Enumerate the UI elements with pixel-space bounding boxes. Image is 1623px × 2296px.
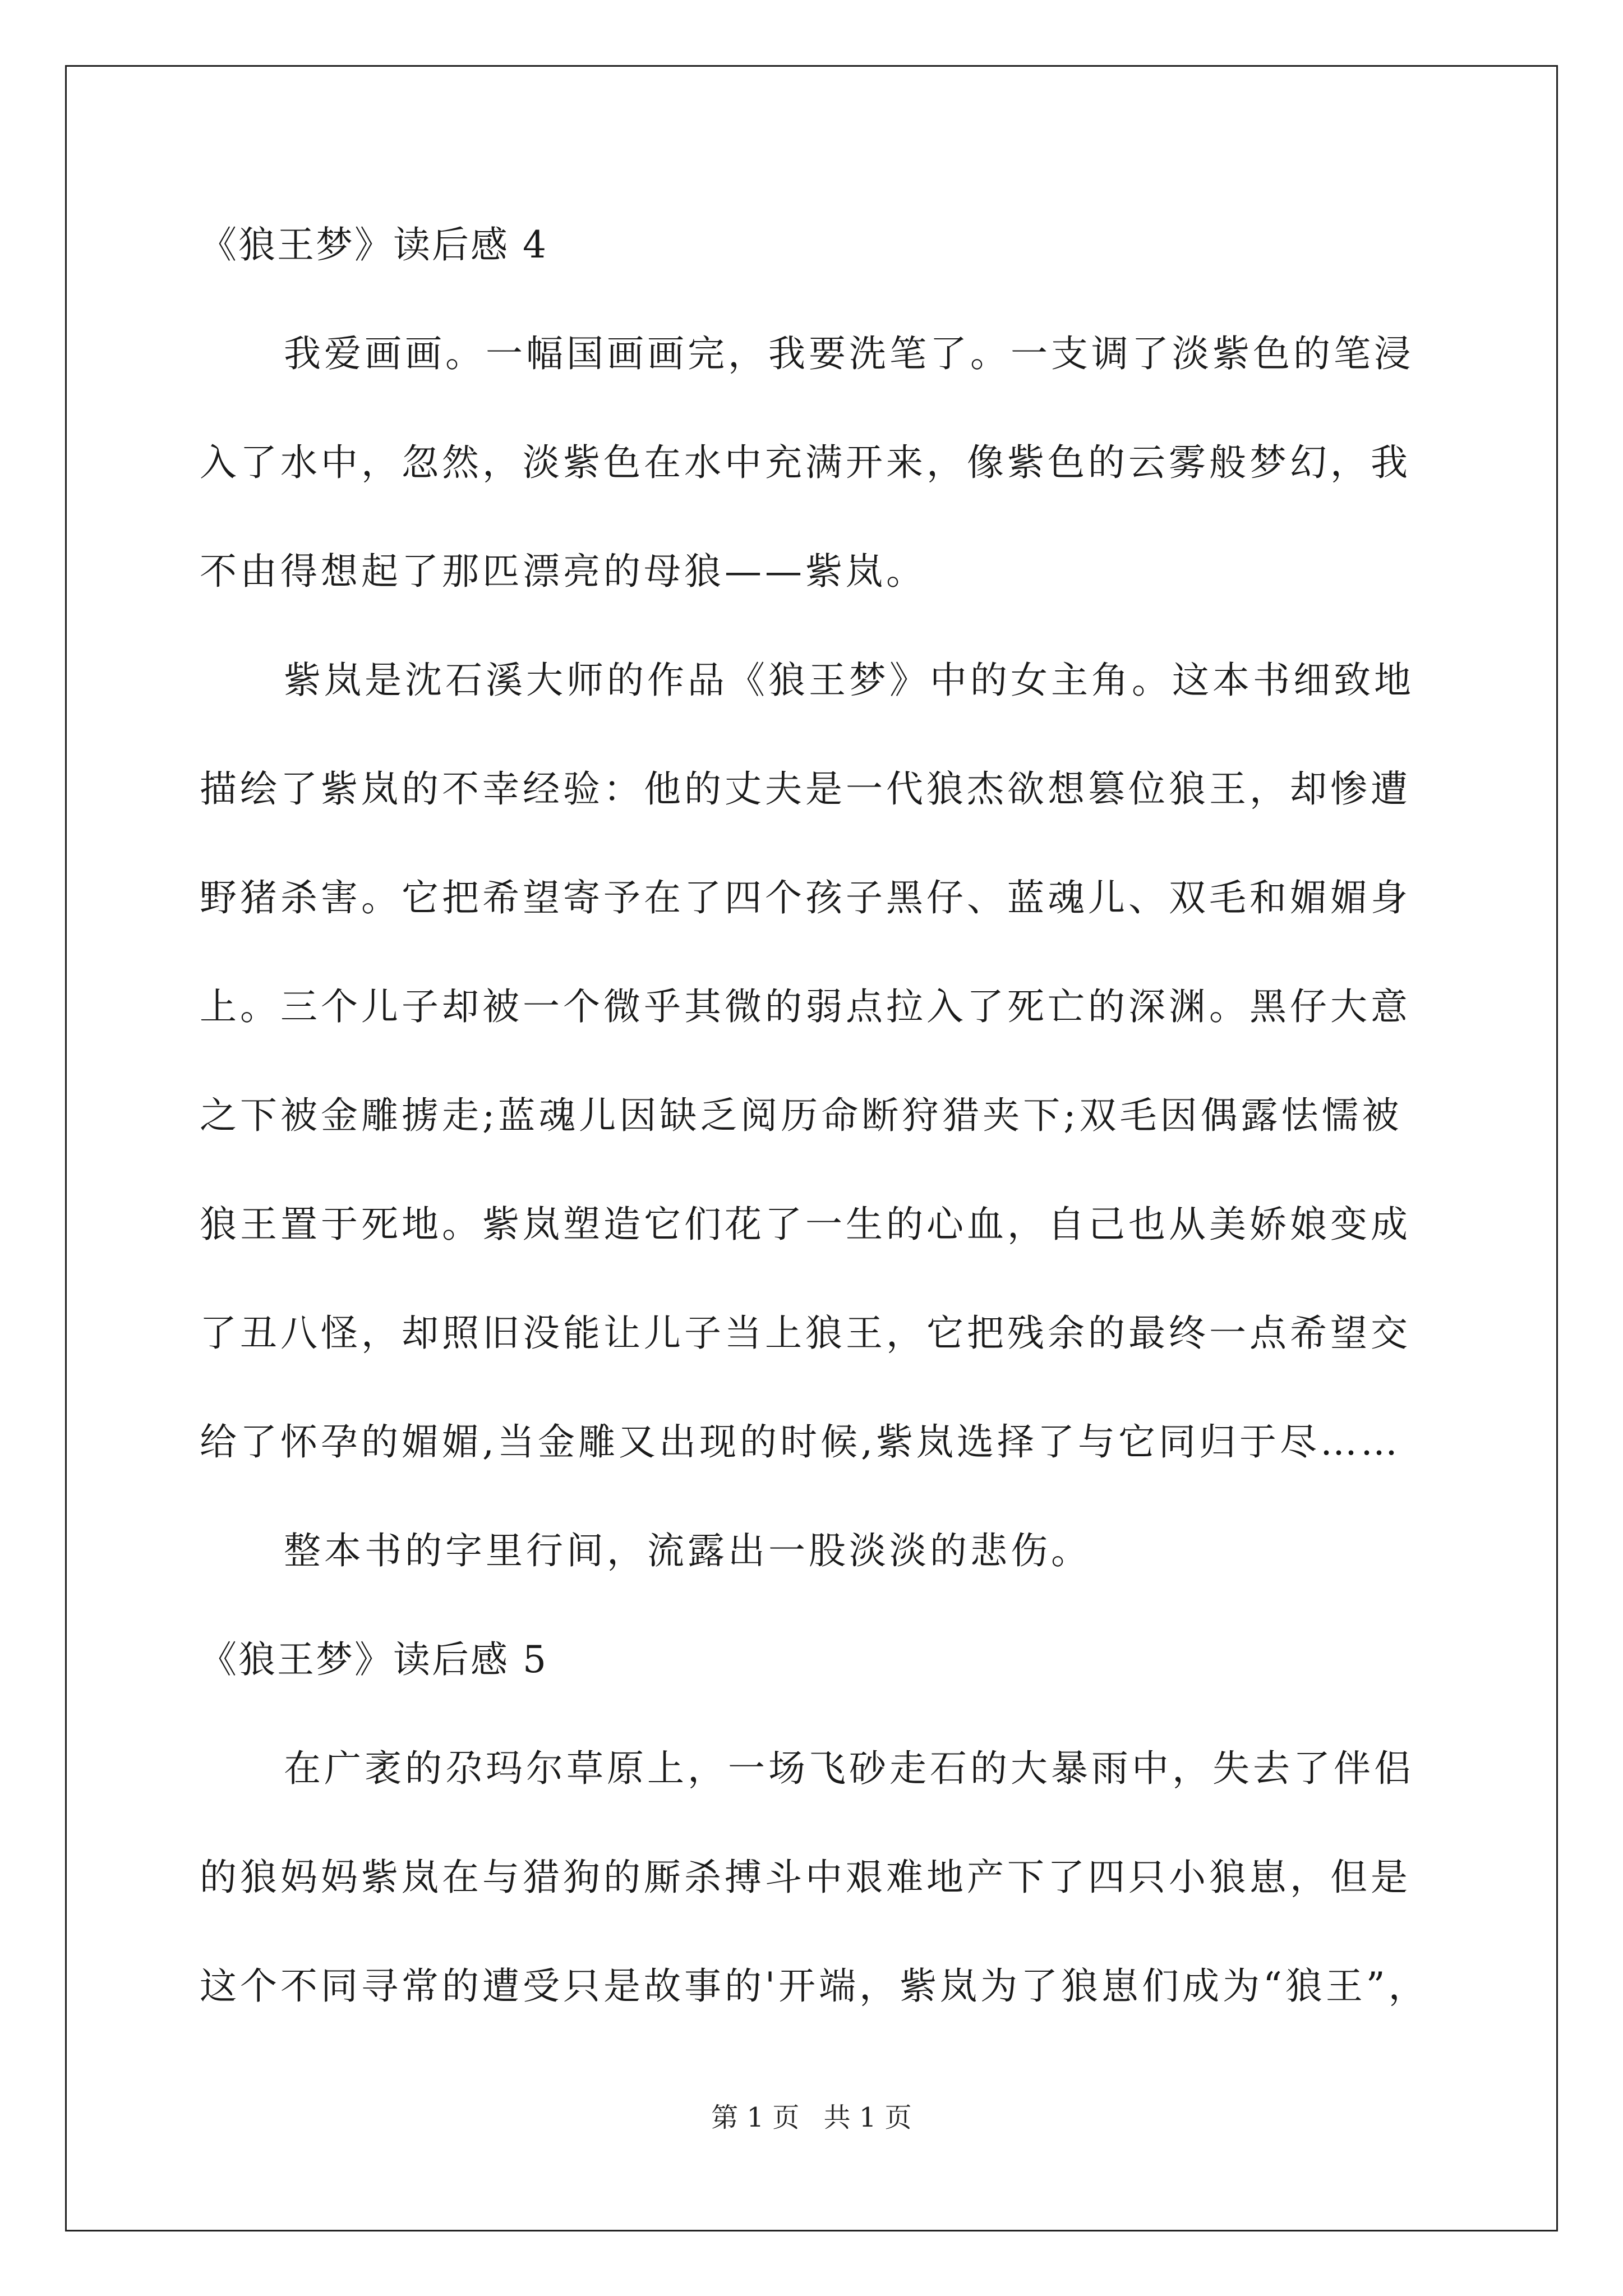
paragraph-line: 在广袤的尕玛尔草原上，一场飞砂走石的大暴雨中，失去了伴侣 [284,1747,1414,1790]
page-footer [0,2096,1623,2134]
paragraph-line: 给了怀孕的媚媚,当金雕又出现的时候,紫岚选择了与它同归于尽…… [200,1420,1401,1464]
section-heading: 《狼王梦》读后感 5 [200,1638,548,1681]
document-body [200,224,1433,2074]
paragraph-line: 不由得想起了那匹漂亮的母狼——紫岚。 [200,550,926,593]
section-heading: 《狼王梦》读后感 4 [200,223,548,266]
paragraph-line: 了丑八怪，却照旧没能让儿子当上狼王，它把残余的最终一点希望交 [200,1312,1411,1355]
paragraph-line: 描绘了紫岚的不幸经验：他的丈夫是一代狼杰欲想篡位狼王，却惨遭 [200,767,1411,811]
paragraph-line: 这个不同寻常的遭受只是故事的'开端，紫岚为了狼崽们成为“狼王”， [200,1964,1429,2008]
paragraph-line: 的狼妈妈紫岚在与猎狗的厮杀搏斗中艰难地产下了四只小狼崽，但是 [200,1856,1411,1899]
paragraph-line: 紫岚是沈石溪大师的作品《狼王梦》中的女主角。这本书细致地 [284,659,1414,702]
paragraph-line: 整本书的字里行间，流露出一股淡淡的悲伤。 [284,1529,1091,1572]
page-number: 第 1 页 [711,2102,800,2133]
paragraph-line: 狼王置于死地。紫岚塑造它们花了一生的心血，自己也从美娇娘变成 [200,1203,1411,1246]
paragraph-line: 野猪杀害。它把希望寄予在了四个孩子黑仔、蓝魂儿、双毛和媚媚身 [200,876,1411,919]
page-total: 共 1 页 [823,2102,912,2133]
paragraph-line: 之下被金雕掳走;蓝魂儿因缺乏阅历命断狩猎夹下;双毛因偶露怯懦被 [200,1094,1403,1137]
paragraph-line: 入了水中，忽然，淡紫色在水中充满开来，像紫色的云雾般梦幻，我 [200,441,1411,484]
paragraph-line: 我爱画画。一幅国画画完，我要洗笔了。一支调了淡紫色的笔浸 [284,332,1414,375]
paragraph-line: 上。三个儿子却被一个微乎其微的弱点拉入了死亡的深渊。黑仔大意 [200,985,1411,1028]
